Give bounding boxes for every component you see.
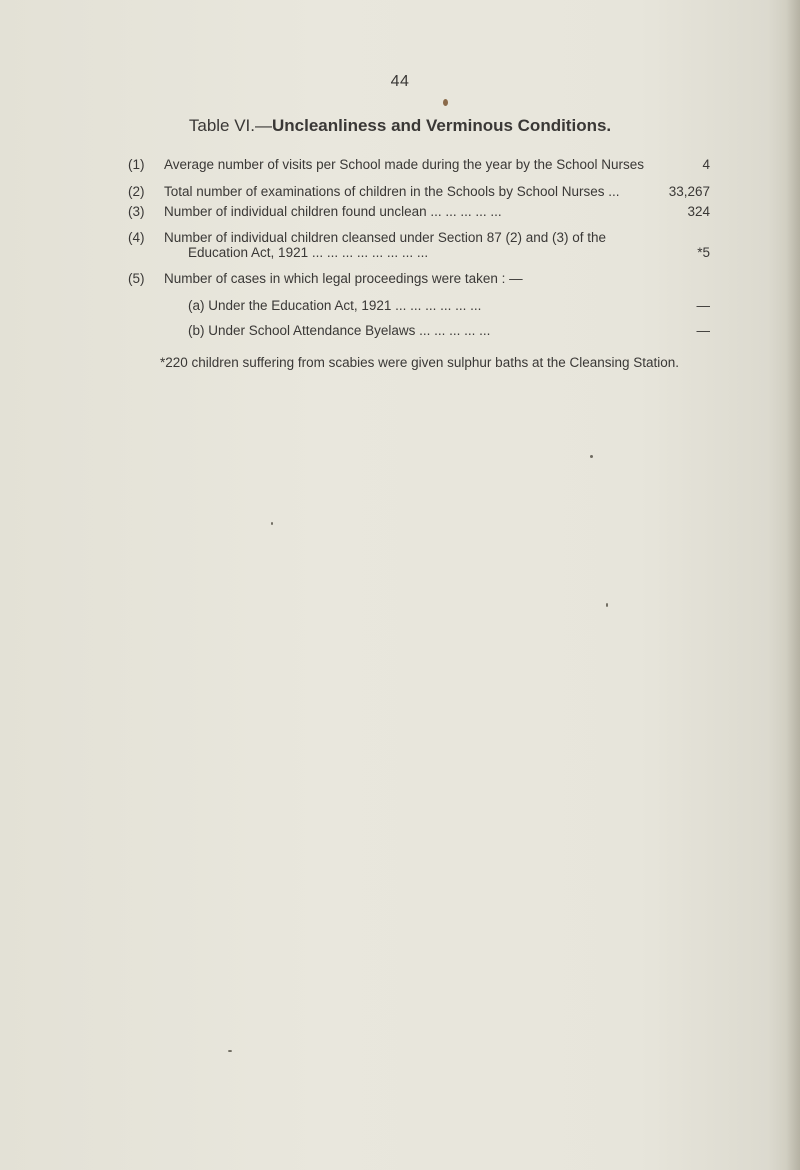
row-value: 33,267: [668, 184, 710, 199]
row-label: Average number of visits per School made during the year by the School Nurses: [164, 157, 645, 172]
row-number: (1): [128, 157, 145, 172]
subrow-value: —: [696, 298, 710, 313]
table-row: [0, 269, 800, 289]
subrow-label: (a) Under the Education Act, 1921 ... ... ... ... ... ...: [188, 298, 482, 313]
table-row: [0, 202, 800, 222]
row-value: 324: [687, 204, 710, 219]
table-subrow: [0, 296, 800, 316]
paper-speck: [271, 522, 273, 525]
table-title-main: Uncleanliness and Verminous Conditions.: [272, 116, 612, 135]
row-label: Total number of examinations of children in the Schools by School Nurses ...: [164, 184, 620, 199]
table-title-prefix: Table VI.—: [188, 116, 273, 135]
page-edge-shadow: [786, 0, 800, 1170]
row-label-line2: Education Act, 1921 ... ... ... ... ... ... ... ...: [188, 245, 429, 260]
paper-speck: [228, 1050, 232, 1052]
paper-speck: [443, 99, 448, 106]
paper-speck: [590, 455, 593, 458]
row-number: (4): [128, 230, 145, 245]
row-value: *5: [697, 245, 710, 260]
footnote: *220 children suffering from scabies were given sulphur baths at the Cleansing Station.: [160, 355, 680, 370]
row-number: (2): [128, 184, 145, 199]
table-row: [0, 182, 800, 202]
table-title: [0, 116, 800, 136]
row-label: Number of individual children found unclean ... ... ... ... ...: [164, 204, 502, 219]
subrow-label: (b) Under School Attendance Byelaws ... ... ... ... ...: [188, 323, 491, 338]
page-number: 44: [390, 73, 410, 90]
row-number: (5): [128, 271, 145, 286]
row-value: 4: [702, 157, 710, 172]
row-label: Number of cases in which legal proceedings were taken : —: [164, 271, 523, 286]
row-label: Number of individual children cleansed under Section 87 (2) and (3) of the: [164, 230, 607, 245]
row-number: (3): [128, 204, 145, 219]
table-row: [0, 155, 800, 175]
table-row-continuation: [0, 243, 800, 263]
table-subrow: [0, 321, 800, 341]
paper-speck: [606, 603, 608, 607]
subrow-value: —: [696, 323, 710, 338]
